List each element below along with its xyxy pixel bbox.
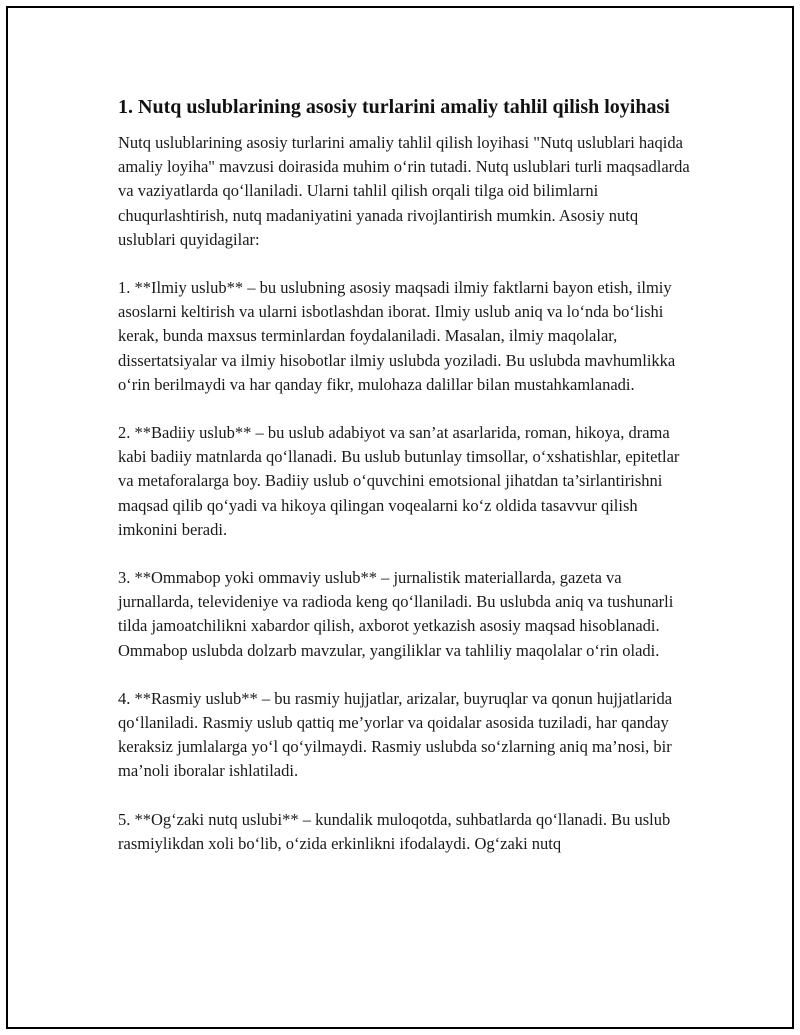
paragraph-popular-style: 3. **Ommabop yoki ommaviy uslub** – jurnalistik materiallarda, gazeta va jurnallarda, televideniye va radioda keng qo‘llaniladi. Bu uslubda aniq va tushunarli tilda jamoatchilikni xabardor qilish, axborot yetkazish asosiy maqsad hisoblanadi. Ommabop uslubda dolzarb mavzular, yangiliklar va tahliliy maqolalar o‘rin oladi. — [118, 568, 674, 660]
paragraph-official-style: 4. **Rasmiy uslub** – bu rasmiy hujjatlar, arizalar, buyruqlar va qonun hujjatlarida qo‘llaniladi. Rasmiy uslub qattiq me’yorlar va qoidalar asosida tuziladi, har qanday keraksiz jumlalarga yo‘l qo‘yilmaydi. Rasmiy uslubda so‘zlarning aniq ma’nosi, bir ma’noli iboralar ishlatiladi. — [118, 688, 673, 781]
intro-paragraph: Nutq uslublarining asosiy turlarini amaliy tahlil qilish loyihasi "Nutq uslublari haqida amaliy loyiha" mavzusi doirasida muhim o‘rin tutadi. Nutq uslublari turli maqsadlarda va vaziyatlarda qo‘llaniladi. Ularni tahlil qilish orqali tilga oid bilimlarni chuqurlashtirish, nutq madaniyatini yanada rivojlantirish mumkin. Asosiy nutq uslublari quyidagilar: — [118, 133, 690, 249]
paragraph-artistic-style: 2. **Badiiy uslub** – bu uslub adabiyot va san’at asarlarida, roman, hikoya, drama kabi badiiy matnlarda qo‘llanadi. Bu uslub butunlay timsollar, o‘xshatishlar, epitetlar va metaforalarga boy. Badiiy uslub o‘quvchini emotsional jihatdan ta’sirlantirishni maqsad qilib qo‘yadi va hikoya qilingan voqealarni ko‘z oldida tasavvur qilish imkonini beradi. — [118, 423, 680, 539]
paragraph-scientific-style: 1. **Ilmiy uslub** – bu uslubning asosiy maqsadi ilmiy faktlarni bayon etish, ilmiy asoslarni keltirish va ularni isbotlashdan iborat. Ilmiy uslub aniq va lo‘nda bo‘lishi kerak, bunda maxsus terminlardan foydalaniladi. Masalan, ilmiy maqolalar, dissertatsiyalar va ilmiy hisobotlar ilmiy uslubda yoziladi. Bu uslubda mavhumlikka o‘rin berilmaydi va har qanday fikr, mulohaza dalillar bilan mustahkamlanadi. — [118, 278, 676, 394]
page-title: 1. Nutq uslublarining asosiy turlarini amaliy tahlil qilish loyihasi — [118, 96, 670, 118]
document-body — [118, 93, 698, 880]
paragraph-colloquial-style: 5. **Og‘zaki nutq uslubi** – kundalik muloqotda, suhbatlarda qo‘llanadi. Bu uslub rasmiylikdan xoli bo‘lib, o‘zida erkinlikni ifodalaydi. Og‘zaki nutq — [118, 809, 671, 853]
